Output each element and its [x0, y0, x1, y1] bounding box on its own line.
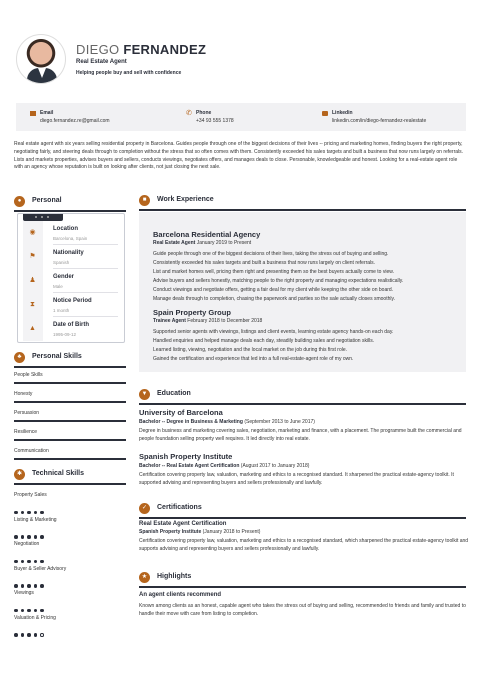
degree-description: Degree in business and marketing covering sales, negotiation, marketing and finance, with a placement. The programme built the commercial and people foundation selling property well requires. It led directly into real estate.	[139, 428, 462, 443]
hourglass-icon: ⧗	[30, 301, 35, 308]
personal-heading	[14, 196, 126, 208]
highlight-entry	[139, 592, 469, 619]
personal-label: Date of Birth	[53, 322, 89, 328]
cake-icon: ▲	[29, 325, 36, 332]
rating-dot	[34, 633, 38, 637]
certificate-icon: ✓	[139, 503, 150, 514]
email-value[interactable]: diego.fernandez.re@gmail.com	[40, 118, 110, 124]
card-clip	[23, 214, 63, 221]
personal-row-location	[18, 224, 126, 246]
section-divider	[14, 483, 126, 485]
rating-dot	[34, 511, 38, 515]
job-entry	[153, 308, 463, 364]
education-entry	[139, 408, 469, 444]
rating-dot	[14, 511, 18, 515]
highlight-description: Known among clients as an honest, capable agent who takes the stress out of buying and selling, recommended to friends and family and trusted to handle their move with care from listing to completion.	[139, 603, 466, 618]
skill-rating	[14, 599, 47, 604]
first-name: DIEGO	[76, 42, 120, 57]
technical-skills-heading	[14, 469, 126, 481]
contact-bar	[16, 103, 466, 131]
section-divider	[139, 586, 466, 588]
certification-entry	[139, 521, 469, 554]
rating-dot	[34, 560, 38, 564]
work-title: Work Experience	[157, 196, 214, 203]
phone-icon: ✆	[186, 110, 192, 117]
rating-dot	[34, 535, 38, 539]
list-item: Resilience	[14, 426, 126, 445]
skill-rating	[14, 624, 47, 629]
briefcase-icon: ■	[139, 195, 150, 206]
job-meta	[153, 318, 463, 324]
certifications-title: Certifications	[157, 504, 202, 511]
email-label: Email	[40, 110, 54, 116]
rating-dot	[14, 560, 18, 564]
candidate-name	[76, 42, 206, 57]
personal-value: Male	[53, 284, 63, 289]
last-name: FERNANDEZ	[123, 42, 207, 57]
degree-dates: (September 2013 to June 2017)	[244, 419, 315, 425]
list-item: Valuation & Pricing	[14, 615, 126, 640]
certification-issuer: Spanish Property Institute	[139, 529, 202, 535]
highlights-heading	[139, 572, 466, 584]
highlights-title: Highlights	[157, 573, 192, 580]
rating-dot	[21, 584, 25, 588]
school-name: University of Barcelona	[139, 408, 223, 417]
work-heading	[139, 195, 466, 207]
certifications-heading	[139, 503, 466, 515]
job-entry	[153, 230, 463, 304]
education-title: Education	[157, 390, 191, 397]
personal-value: Barcelona, Spain	[53, 236, 88, 241]
job-title: Real Estate Agent	[153, 240, 196, 246]
list-item: Listing & Marketing	[14, 517, 126, 542]
rating-dot	[14, 609, 18, 613]
rating-dot	[40, 633, 44, 637]
job-bullets: Guide people through one of the biggest decisions of their lives, taking the stress out of buying and selling. Consistently exceeded his sales targets and built a business that now runs largely on client referrals. List and market homes well, pricing them right and presenting them so the best buyers actually come to view. Advise buyers and sellers honestly, matching people to the right property and managing expectations realistically. Conduct viewings and negotiate offers, getting a fair deal for my client while keeping the other side on board. Manage deals through to completion, chasing the paperwork and parties so the sale actually closes smoothly.	[153, 251, 404, 302]
phone-value[interactable]: +34 93 555 1378	[196, 118, 234, 124]
rating-dot	[40, 511, 44, 515]
gear-icon: ✱	[14, 469, 25, 480]
rating-dot	[14, 535, 18, 539]
rating-dot	[34, 609, 38, 613]
linkedin-value[interactable]: linkedin.com/in/diego-fernandez-realestate	[332, 118, 427, 124]
degree-description: Certification covering property law, valuation, marketing and ethics to a recognised standard. It sharpened the practical estate-agency toolkit. It supported advising and representing buyers and sellers professionally and lawfully.	[139, 472, 454, 487]
people-icon: ♣	[14, 352, 25, 363]
certification-dates: (January 2018 to Present)	[202, 529, 261, 535]
location-pin-icon: ◉	[29, 229, 36, 236]
job-title: Trainee Agent	[153, 318, 186, 324]
rating-dot	[21, 633, 25, 637]
personal-skills-heading	[14, 352, 126, 364]
personal-skills-title: Personal Skills	[32, 353, 82, 360]
rating-dot	[14, 633, 18, 637]
rating-dot	[34, 584, 38, 588]
job-bullets: Supported senior agents with viewings, listings and client events, learning estate agency hands-on each day. Handled enquiries and helped manage deals each day, steadily building sales and negotiation skills. Learned listing, viewing, negotiation and the local market on the job during this first role. Gained the certification and experience that led into a full real-estate-agent role of my own.	[153, 329, 394, 362]
technical-skills-list	[14, 492, 126, 639]
list-item: Negotiation	[14, 541, 126, 566]
education-entry	[139, 452, 469, 488]
flag-icon: ⚑	[29, 253, 36, 260]
personal-title: Personal	[32, 197, 62, 204]
personal-row-gender	[18, 272, 126, 294]
list-item: Property Sales	[14, 492, 126, 517]
personal-card	[17, 213, 125, 343]
list-item: Communication	[14, 445, 126, 464]
section-divider	[139, 517, 466, 519]
profile-summary: Real estate agent with six years selling residential property in Barcelona. Guides people through one of the biggest decisions of their lives -- pricing and marketing homes, finding buyers the right property, negotiating fairly, and steering deals through to completion without the stress that so often comes with them. Consistently exceeded his sales targets and built a business that now runs largely on referrals. Lists and markets properties, advises buyers and sellers, conducts viewings, negotiates offers, and manages deals to close. Personable, knowledgeable and honest. Looking for a real-estate agent role with an agency whose reputation is built on looking after clients, not just closing the next sale.	[14, 141, 464, 171]
section-divider	[14, 210, 126, 212]
personal-label: Nationality	[53, 250, 84, 256]
degree-meta	[139, 463, 469, 469]
linkedin-icon	[322, 111, 328, 116]
personal-skills-list	[14, 369, 126, 464]
rating-dot	[27, 511, 31, 515]
rating-dot	[21, 535, 25, 539]
rating-dot	[40, 584, 44, 588]
gender-icon: ♟	[29, 277, 36, 284]
rating-dot	[27, 535, 31, 539]
skill-rating	[14, 550, 47, 555]
job-meta	[153, 240, 463, 246]
candidate-tagline: Helping people buy and sell with confidence	[76, 70, 182, 76]
rating-dot	[27, 633, 31, 637]
list-item: People Skills	[14, 369, 126, 388]
list-item: Viewings	[14, 590, 126, 615]
personal-label: Notice Period	[53, 298, 92, 304]
job-company: Barcelona Residential Agency	[153, 230, 261, 239]
job-dates: February 2018 to December 2018	[187, 318, 263, 324]
candidate-role: Real Estate Agent	[76, 59, 127, 65]
personal-value: 1995-09-12	[53, 332, 77, 337]
certification-description: Certification covering property law, valuation, marketing and ethics to a recognised standard, which sharpened the practical estate-agency toolkit and supports advising and representing buyers and sellers professionally and lawfully.	[139, 538, 469, 553]
profile-photo	[16, 34, 66, 84]
personal-label: Location	[53, 226, 78, 232]
list-item: Honesty	[14, 388, 126, 407]
rating-dot	[40, 535, 44, 539]
resume-header	[16, 34, 466, 92]
certification-title: Real Estate Agent Certification	[139, 521, 227, 527]
person-icon: ●	[14, 196, 25, 207]
section-divider	[14, 366, 126, 368]
rating-dot	[27, 584, 31, 588]
phone-label: Phone	[196, 110, 212, 116]
highlight-title: An agent clients recommend	[139, 592, 222, 598]
personal-row-nationality	[18, 248, 126, 270]
technical-skills-title: Technical Skills	[32, 470, 85, 477]
personal-row-notice	[18, 296, 126, 318]
personal-value: Spanish	[53, 260, 70, 265]
linkedin-label: Linkedin	[332, 110, 353, 116]
education-heading	[139, 389, 466, 401]
skill-rating	[14, 526, 47, 531]
personal-row-dob	[18, 320, 126, 342]
section-divider	[139, 403, 466, 405]
envelope-icon	[30, 111, 36, 116]
rating-dot	[21, 560, 25, 564]
personal-value: 1 month	[53, 308, 70, 313]
rating-dot	[27, 609, 31, 613]
list-item: Persuasion	[14, 407, 126, 426]
degree-name: Bachelor -- Real Estate Agent Certification	[139, 463, 240, 469]
degree-name: Bachelor -- Degree in Business & Marketing	[139, 419, 243, 425]
list-item: Buyer & Seller Advisory	[14, 566, 126, 591]
degree-dates: (August 2017 to January 2018)	[240, 463, 310, 469]
certification-meta	[139, 529, 469, 535]
job-company: Spain Property Group	[153, 308, 231, 317]
job-dates: January 2019 to Present	[196, 240, 252, 246]
rating-dot	[21, 609, 25, 613]
work-experience-panel	[139, 212, 466, 372]
rating-dot	[40, 609, 44, 613]
skill-rating	[14, 575, 47, 580]
personal-label: Gender	[53, 274, 75, 280]
rating-dot	[14, 584, 18, 588]
star-icon: ★	[139, 572, 150, 583]
section-divider	[139, 209, 466, 211]
school-name: Spanish Property Institute	[139, 452, 233, 461]
rating-dot	[21, 511, 25, 515]
rating-dot	[27, 560, 31, 564]
graduation-cap-icon: ▼	[139, 389, 150, 400]
skill-rating	[14, 501, 47, 506]
rating-dot	[40, 560, 44, 564]
degree-meta	[139, 419, 469, 425]
